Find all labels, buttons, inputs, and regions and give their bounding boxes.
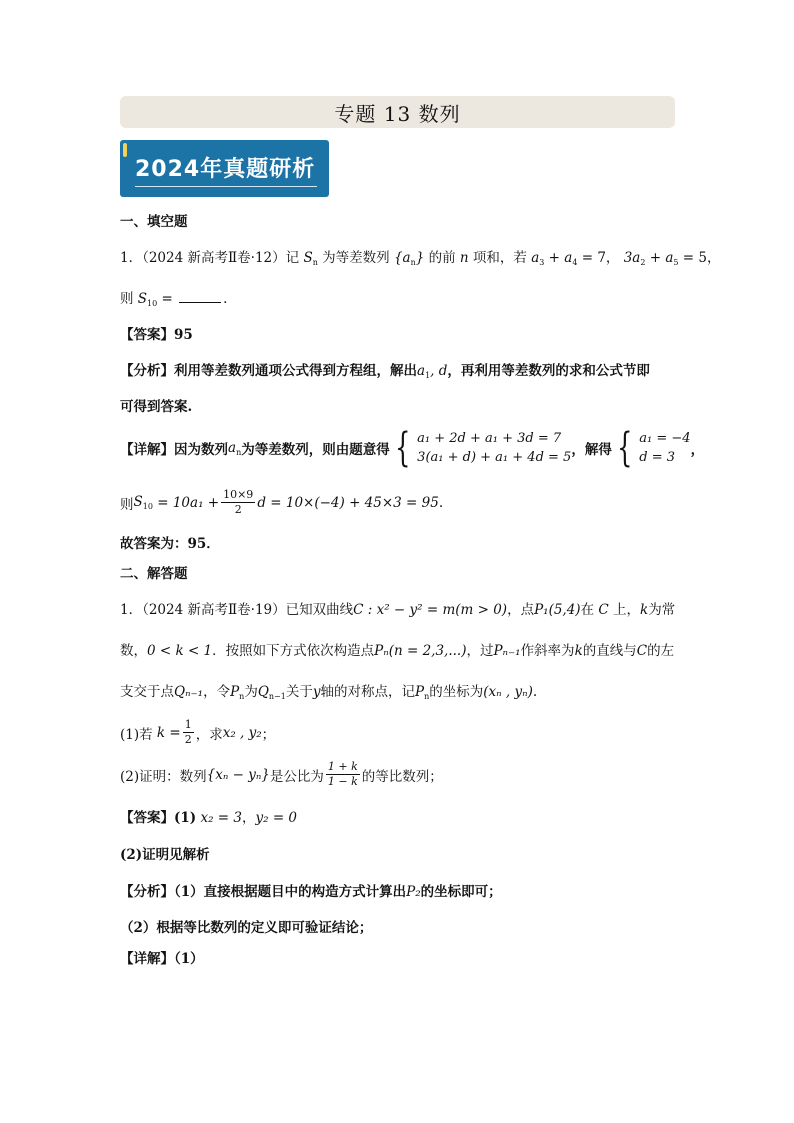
q1-line1: 1．（2024 新高考Ⅱ卷·12）记 $S_n$ 为等差数列 $\{a_n\}$ 的前 n 项和，若 $a_3 + a_4 = 7$， $3a_2 + a_5 = 5$，: [120, 250, 721, 267]
q1-eq: =: [161, 291, 173, 307]
q2-pn-3: $P_n$: [415, 684, 430, 701]
q2-l2-f: 的左: [647, 643, 675, 659]
equation-system-1: { a₁ + 2d + a₁ + 3d = 7 3(a₁ + d) + a₁ + 4d = 5: [394, 425, 572, 471]
q2-l3-c: 为: [244, 684, 258, 700]
sub-question-2: [120, 760, 443, 789]
q2-l3-b: ，令: [203, 684, 231, 700]
sub1-fraction: [183, 718, 194, 747]
answer1-label: 【答案】: [120, 327, 174, 343]
section-badge: [120, 140, 329, 197]
q1-sn: $S_n$: [303, 250, 318, 267]
q2-c: C: [594, 602, 613, 618]
answer2-y: y₂ = 0: [255, 810, 298, 826]
analysis1-vars: $a_1$, d: [417, 363, 448, 380]
sub2-fraction: [326, 760, 360, 789]
q2-l3-a: 支交于点: [120, 684, 174, 700]
analysis2-b: 的坐标即可；: [420, 884, 502, 900]
detail2-text: （1）: [174, 951, 204, 967]
calc-frac-num: 10×9: [223, 488, 254, 501]
q2-l3-g: .: [532, 684, 538, 700]
analysis2-line1: [120, 880, 502, 900]
sub2-a: (2)证明：数列: [120, 768, 207, 785]
section-solution: 二、解答题: [120, 566, 188, 582]
calc-fraction: [221, 488, 255, 517]
q2-point: P₁(5,4): [534, 602, 581, 618]
sub1-c: ；: [261, 726, 276, 743]
detail1-label: 【详解】: [120, 442, 174, 458]
q2-l2-a: 数，: [120, 643, 147, 659]
q1-then: 则: [120, 291, 134, 307]
detail1-d: ，: [690, 442, 705, 458]
analysis2-line2: （2）根据等比数列的定义即可验证结论；: [120, 920, 373, 936]
detail1-c: ，解得: [571, 442, 612, 458]
q2-pn1: Pₙ₋₁: [493, 643, 521, 659]
q2-line1: [120, 598, 675, 618]
q2-line3: [120, 680, 537, 701]
sub-question-1: [120, 718, 275, 747]
calc-end: .: [438, 494, 444, 511]
q2-l1-c: 在: [580, 602, 595, 618]
analysis2-p2: P₂: [406, 884, 421, 900]
sub1-k: k =: [156, 724, 181, 741]
analysis1-line2: 可得到答案.: [120, 399, 193, 415]
q2-l2-e: 的直线与: [582, 643, 637, 659]
detail2: [120, 947, 204, 967]
q2-l1-e: 为常: [648, 602, 676, 618]
sub1-b: ，求: [195, 726, 223, 743]
answer1-value: 95: [174, 327, 193, 343]
calc-frac-den: 2: [234, 503, 242, 516]
sys2-row2: d = 3: [639, 450, 676, 465]
answer2-a: (1): [174, 810, 197, 826]
badge-underline: [135, 186, 317, 187]
q1-t3: 项和，若: [472, 250, 527, 266]
calc-mid1: = 10a₁ +: [157, 494, 220, 511]
q1-cond1: = 7: [581, 250, 606, 266]
q2-l2-d: 作斜率为: [520, 643, 575, 659]
sys1-row1: a₁ + 2d + a₁ + 3d = 7: [417, 431, 562, 446]
sub1-vars: x₂ , y₂: [222, 724, 262, 741]
analysis1-line1: [120, 359, 650, 380]
q1-cond1-lhs: $a_3 + a_4$: [531, 250, 578, 267]
q2-l1-d: 上，: [613, 602, 640, 618]
sub2-b: 是公比为: [269, 768, 324, 785]
sub2-c: 的等比数列；: [361, 768, 443, 785]
calc-prefix: 则: [120, 496, 134, 513]
equation-system-2: { a₁ = −4 d = 3: [616, 425, 691, 471]
answer2-x: x₂ = 3: [200, 810, 242, 826]
analysis1-a: 利用等差数列通项公式得到方程组，解出: [174, 363, 417, 379]
q2-k2: k: [574, 643, 583, 659]
q2-coord: (xₙ , yₙ): [483, 684, 533, 700]
q2-qn1-2: $Q_{n-1}$: [257, 684, 286, 701]
q1-intro: 1．（2024 新高考Ⅱ卷·12）记: [120, 250, 300, 266]
q2-l3-f: 的坐标为: [429, 684, 484, 700]
sub1-num: 1: [184, 718, 192, 731]
q2-pn-2: $P_n$: [230, 684, 245, 701]
calc-s10: $S_{10}$: [133, 494, 153, 511]
q2-k: k: [640, 602, 649, 618]
q2-l1-b: ，点: [507, 602, 535, 618]
q1-line2: 则 $S_{10}$ = .: [120, 291, 228, 308]
sub1-den: 2: [184, 733, 192, 746]
section-fill-in: 一、填空题: [120, 214, 188, 230]
detail1-b: 为等差数列，则由题意得: [241, 442, 390, 458]
q2-l3-d: 关于: [285, 684, 313, 700]
answer2-part2: (2)证明见解析: [120, 847, 210, 863]
answer2-label: 【答案】: [120, 810, 174, 826]
answer1: [120, 323, 193, 343]
q1-an: $\{a_n\}$: [393, 250, 425, 267]
q1-s10: $S_{10}$: [137, 291, 158, 308]
analysis1-label: 【分析】: [120, 363, 174, 379]
q1-cond2-lhs: $3a_2 + a_5$: [623, 250, 679, 267]
q2-y: y: [312, 684, 321, 700]
detail1-an: $a_n$: [228, 439, 242, 457]
page-title: 专题 13 数列: [334, 101, 461, 126]
q2-curve: C : x² − y² = m(m > 0): [353, 602, 508, 618]
analysis1-b: ，再利用等差数列的求和公式节即: [447, 363, 650, 379]
detail1-a: 因为数列: [174, 442, 228, 458]
badge-text: 2024年真题研析: [135, 157, 316, 182]
q1-t1: 为等差数列: [322, 250, 390, 266]
sub2-num: 1 + k: [327, 760, 358, 773]
sys1-row2: 3(a₁ + d) + a₁ + 4d = 5: [417, 450, 572, 465]
q2-pn: Pₙ(n = 2,3,...): [374, 643, 467, 659]
q1-cond2: = 5: [682, 250, 707, 266]
q2-l3-e: 轴的对称点，记: [320, 684, 415, 700]
sub2-den: 1 − k: [327, 775, 358, 788]
q2-range: 0 < k < 1: [147, 643, 213, 659]
analysis2-label: 【分析】: [120, 884, 174, 900]
sub1-a: (1)若: [120, 726, 153, 743]
q1-n: n: [459, 250, 469, 266]
q1-t2: 的前: [428, 250, 456, 266]
calc-mid2: d = 10×(−4) + 45×3 = 95: [257, 494, 439, 511]
q2-line2: [120, 639, 674, 659]
badge-notch: [123, 143, 127, 157]
page-title-bar: [120, 96, 675, 128]
answer-blank: [179, 292, 221, 303]
detail1-line1: [120, 425, 705, 471]
q2-c2: C: [636, 643, 648, 659]
q2-l1-a: 1．（2024 新高考Ⅱ卷·19）已知双曲线: [120, 602, 354, 618]
answer2-sep: ，: [241, 810, 256, 826]
q2-qn1: Qₙ₋₁: [174, 684, 204, 700]
answer2: [120, 806, 297, 826]
analysis2-a: （1）直接根据题目中的构造方式计算出: [174, 884, 407, 900]
sub2-seq: {xₙ − yₙ}: [206, 766, 270, 783]
final-answer-1: 故答案为：95．: [120, 536, 220, 552]
calc-line: [120, 488, 443, 517]
q2-l2-c: ，过: [466, 643, 494, 659]
q2-l2-b: ．按照如下方式依次构造点: [212, 643, 375, 659]
sys2-row1: a₁ = −4: [639, 431, 691, 446]
detail2-label: 【详解】: [120, 951, 174, 967]
